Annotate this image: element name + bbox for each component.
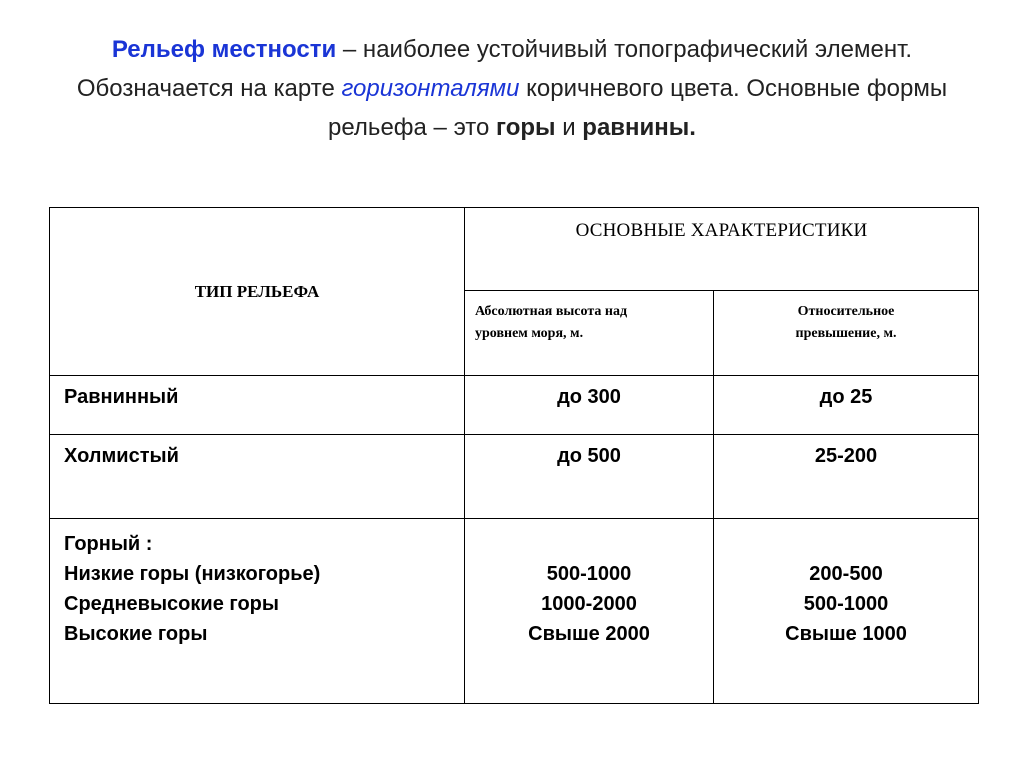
mountain-high-absolute: Свыше 2000 bbox=[528, 623, 650, 645]
row-hilly-relative: 25-200 bbox=[714, 435, 979, 519]
mountain-low-absolute: 500-1000 bbox=[546, 563, 632, 585]
row-mountain-absolute bbox=[465, 519, 714, 704]
table-row bbox=[50, 376, 979, 435]
intro-paragraph bbox=[70, 30, 954, 147]
mountains-term: горы bbox=[496, 114, 556, 141]
header-relative-excess bbox=[714, 291, 979, 376]
header-relative-line-2: превышение, м. bbox=[795, 326, 897, 341]
relief-term: Рельеф местности bbox=[111, 36, 337, 63]
intro-text-2: коричневого цвета. Основные формы рельефа – это bbox=[328, 75, 948, 141]
header-absolute-line-2: уровнем моря, м. bbox=[475, 326, 584, 341]
mountain-low-relative: 200-500 bbox=[809, 563, 883, 585]
relief-table bbox=[49, 207, 979, 704]
header-row bbox=[50, 208, 979, 291]
row-plain-name: Равнинный bbox=[50, 376, 465, 435]
mountain-low-name: Низкие горы (низкогорье) bbox=[64, 563, 321, 585]
header-main-characteristics: ОСНОВНЫЕ ХАРАКТЕРИСТИКИ bbox=[465, 208, 979, 291]
mountain-high-name: Высокие горы bbox=[64, 623, 208, 645]
row-hilly-absolute: до 500 bbox=[465, 435, 714, 519]
table-row bbox=[50, 435, 979, 519]
table-row bbox=[50, 519, 979, 704]
contours-term: горизонталями bbox=[341, 75, 520, 102]
intro-and: и bbox=[555, 114, 583, 141]
intro-text-1: – наиболее устойчивый топографический элемент. Обозначается на карте bbox=[76, 36, 913, 102]
header-relief-type: ТИП РЕЛЬЕФА bbox=[50, 208, 465, 376]
mountain-title: Горный : bbox=[64, 533, 153, 555]
row-plain-relative: до 25 bbox=[714, 376, 979, 435]
mountain-mid-relative: 500-1000 bbox=[803, 593, 889, 615]
plains-term: равнины. bbox=[582, 114, 696, 141]
mountain-mid-absolute: 1000-2000 bbox=[541, 593, 637, 615]
mountain-mid-name: Средневысокие горы bbox=[64, 593, 279, 615]
row-hilly-name: Холмистый bbox=[50, 435, 465, 519]
row-mountain-relative bbox=[714, 519, 979, 704]
header-absolute-height bbox=[465, 291, 714, 376]
header-absolute-line-1: Абсолютная высота над bbox=[475, 304, 628, 319]
header-relative-line-1: Относительное bbox=[797, 304, 895, 319]
row-mountain-names bbox=[50, 519, 465, 704]
row-plain-absolute: до 300 bbox=[465, 376, 714, 435]
mountain-high-relative: Свыше 1000 bbox=[785, 623, 907, 645]
